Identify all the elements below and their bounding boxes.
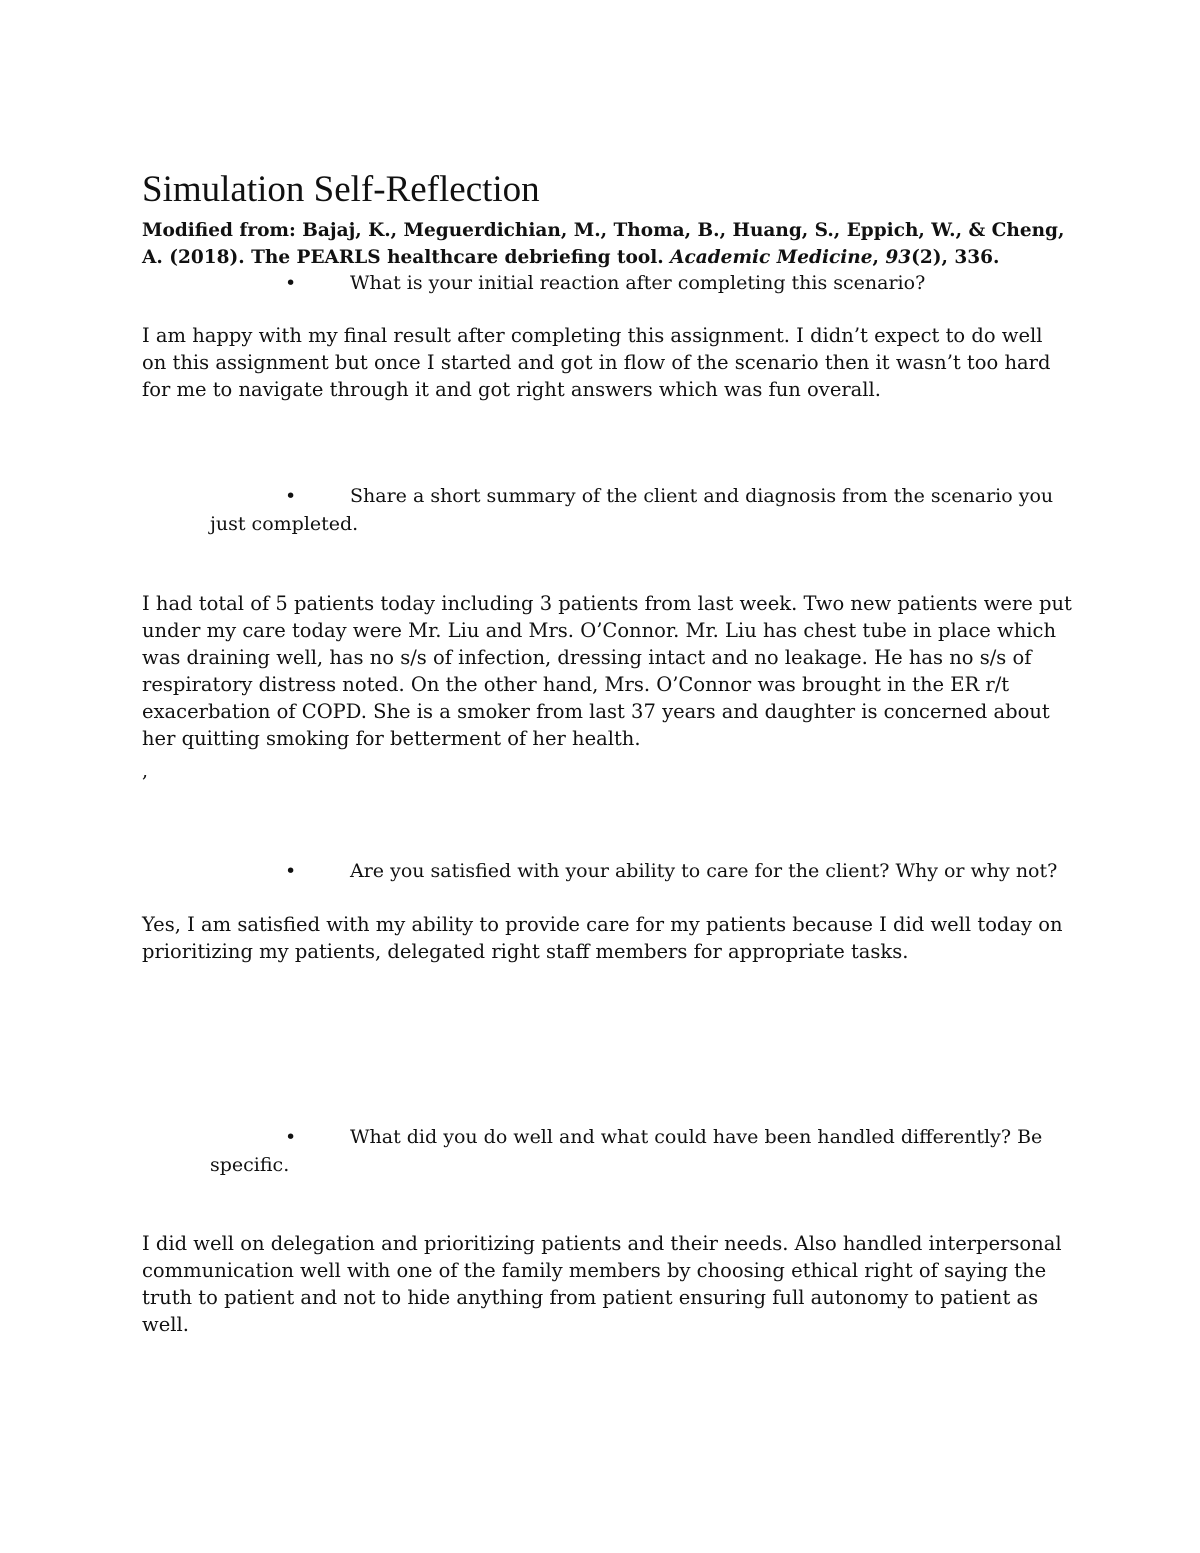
citation-volume: 93: [885, 247, 912, 268]
answer-1: I am happy with my final result after completing this assignment. I didn’t expect to do well on this assignment but once I started and got in flow of the scenario then it wasn’t too hard for me to navigate through it and got right answers which was fun overall.: [142, 324, 1051, 401]
bullet-icon: •: [285, 485, 297, 507]
bullet-icon: •: [285, 1126, 297, 1148]
answer-4: I did well on delegation and prioritizing patients and their needs. Also handled interpersonal communication well with one of the family members by choosing ethical right of saying the truth to patient and not to hide anything from patient ensuring full autonomy to patient as well.: [142, 1232, 1062, 1336]
question-4-text: What did you do well and what could have been handled differently? Be specific.: [210, 1126, 1043, 1176]
question-3: [210, 857, 1060, 885]
bullet-icon: •: [285, 860, 297, 882]
question-3-text: Are you satisfied with your ability to care for the client? Why or why not?: [350, 860, 1058, 882]
citation-separator: ,: [872, 247, 886, 268]
question-2: [210, 482, 1060, 538]
answer-2: I had total of 5 patients today including 3 patients from last week. Two new patients were put under my care today were Mr. Liu and Mrs. O’Connor. Mr. Liu has chest tube in place which was draining well, has no s/s of infection, dressing intact and no leakage. He has no s/s of respiratory distress noted. On the other hand, Mrs. O’Connor was brought in the ER r/t exacerbation of COPD. She is a smoker from last 37 years and daughter is concerned about her quitting smoking for betterment of her health.: [142, 592, 1072, 750]
question-4: [210, 1123, 1060, 1179]
answer-3: Yes, I am satisfied with my ability to provide care for my patients because I did well today on prioritizing my patients, delegated right staff members for appropriate tasks.: [142, 913, 1063, 963]
document-title: Simulation Self-Reflection: [142, 169, 540, 210]
stray-mark: ,: [142, 760, 149, 782]
question-1: [285, 269, 925, 297]
citation-prefix: Modified from: Bajaj, K., Meguerdichian, M., Thoma, B., Huang, S., Eppich, W., & Cheng, A. (2018). The PEARLS healthcare debriefing tool.: [142, 220, 1065, 268]
citation-suffix: (2), 336.: [911, 247, 1000, 268]
citation: [142, 217, 1072, 271]
bullet-icon: •: [285, 272, 297, 294]
citation-journal: Academic Medicine: [670, 247, 873, 268]
question-2-text: Share a short summary of the client and diagnosis from the scenario you just completed.: [210, 485, 1054, 535]
question-1-text: What is your initial reaction after completing this scenario?: [350, 272, 926, 294]
